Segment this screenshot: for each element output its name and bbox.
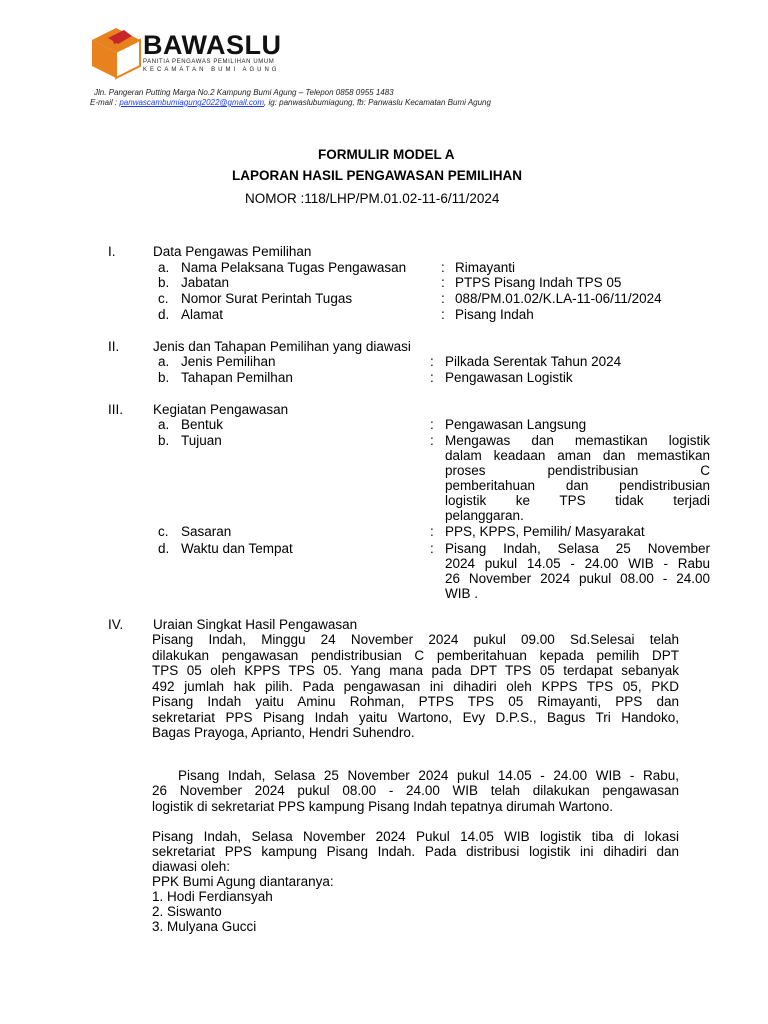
letterhead-contact bbox=[90, 98, 491, 107]
report-number: NOMOR :118/LHP/PM.01.02-11-6/11/2024 bbox=[245, 191, 500, 206]
list-item: 1. Hodi Ferdiansyah bbox=[152, 889, 273, 904]
item-letter: d. bbox=[158, 307, 170, 322]
paragraph-line: 492 jumlah hak pilih. Pada pengawasan ini dihadiri oleh KPPS TPS 05, PKD bbox=[152, 679, 679, 694]
item-value: Pengawasan Logistik bbox=[445, 370, 573, 385]
item-value: 088/PM.01.02/K.LA-11-06/11/2024 bbox=[455, 291, 662, 306]
item-label: Nomor Surat Perintah Tugas bbox=[181, 291, 353, 306]
paragraph-line: Bagas Prayoga, Aprianto, Hendri Suhendro. bbox=[152, 725, 415, 740]
ppk-heading: PPK Bumi Agung diantaranya: bbox=[152, 874, 334, 889]
item-label: Jenis Pemilihan bbox=[181, 354, 276, 369]
report-title: LAPORAN HASIL PENGAWASAN PEMILIHAN bbox=[232, 168, 523, 183]
colon: : bbox=[430, 524, 434, 539]
colon: : bbox=[430, 417, 434, 432]
item-letter: a. bbox=[158, 354, 170, 369]
colon: : bbox=[441, 275, 445, 290]
section-heading: Jenis dan Tahapan Pemilihan yang diawasi bbox=[153, 339, 411, 354]
section-number: II. bbox=[108, 339, 120, 354]
item-label: Jabatan bbox=[181, 275, 230, 290]
paragraph-line: 26 November 2024 pukul 08.00 - 24.00 WIB telah dilakukan pengawasan bbox=[152, 783, 679, 798]
paragraph-line: Pisang Indah, Selasa November 2024 Pukul 14.05 WIB logistik tiba di lokasi bbox=[152, 829, 679, 844]
item-value: PTPS Pisang Indah TPS 05 bbox=[455, 275, 622, 290]
item-label: Tahapan Pemilhan bbox=[181, 370, 293, 385]
colon: : bbox=[441, 260, 445, 275]
item-letter: c. bbox=[158, 524, 169, 539]
item-value: Pilkada Serentak Tahun 2024 bbox=[445, 354, 622, 369]
item-value: Pisang Indah bbox=[455, 307, 534, 322]
brand-name: BAWASLU bbox=[143, 30, 282, 60]
paragraph-line: Pisang Indah yaitu Aminu Rohman, PTPS TPS 05 Rimayanti, PPS dan bbox=[152, 694, 679, 709]
item-letter: b. bbox=[158, 275, 170, 290]
item-label: Alamat bbox=[181, 307, 224, 322]
colon: : bbox=[430, 370, 434, 385]
form-title: FORMULIR MODEL A bbox=[318, 147, 455, 162]
item-letter: a. bbox=[158, 260, 170, 275]
item-value: Rimayanti bbox=[455, 260, 516, 275]
item-value: PPS, KPPS, Pemilih/ Masyarakat bbox=[445, 524, 645, 539]
item-letter: a. bbox=[158, 417, 170, 432]
item-label: Waktu dan Tempat bbox=[181, 541, 293, 556]
item-value: Pengawasan Langsung bbox=[445, 417, 587, 432]
section-number: I. bbox=[108, 244, 116, 259]
paragraph-line: diawasi oleh: bbox=[152, 859, 231, 874]
bawaslu-logo-icon bbox=[90, 26, 142, 80]
brand-subtitle: PANITIA PENGAWAS PEMILIHAN UMUM bbox=[143, 59, 275, 65]
list-item: 2. Siswanto bbox=[152, 904, 222, 919]
item-label: Nama Pelaksana Tugas Pengawasan bbox=[181, 260, 407, 275]
section-heading: Uraian Singkat Hasil Pengawasan bbox=[153, 617, 358, 632]
paragraph-line: sekretariat PPS Pisang Indah yaitu Wartono, Evy D.P.S., Bagus Tri Handoko, bbox=[152, 710, 679, 725]
colon: : bbox=[430, 354, 434, 369]
tujuan-line: proses pendistribusian C bbox=[445, 463, 710, 478]
brand-district: KECAMATAN BUMI AGUNG bbox=[143, 67, 280, 73]
section-number: IV. bbox=[108, 617, 124, 632]
item-letter: d. bbox=[158, 541, 170, 556]
waktu-line: 2024 pukul 14.05 - 24.00 WIB - Rabu bbox=[445, 556, 710, 571]
paragraph-line: Pisang Indah, Minggu 24 November 2024 pukul 09.00 Sd.Selesai telah bbox=[152, 632, 679, 647]
item-letter: c. bbox=[158, 291, 169, 306]
tujuan-line: pemberitahuan dan pendistribusian bbox=[445, 478, 710, 493]
item-label: Sasaran bbox=[181, 524, 232, 539]
colon: : bbox=[430, 433, 434, 448]
tujuan-line: pelanggaran. bbox=[445, 508, 524, 523]
item-letter: b. bbox=[158, 433, 170, 448]
item-label: Bentuk bbox=[181, 417, 224, 432]
list-item: 3. Mulyana Gucci bbox=[152, 919, 257, 934]
paragraph-line: logistik di sekretariat PPS kampung Pisang Indah tepatnya dirumah Wartono. bbox=[152, 799, 613, 814]
section-heading: Kegiatan Pengawasan bbox=[153, 402, 289, 417]
email-link[interactable]: panwascambumiagung2022@gmail.com bbox=[119, 98, 264, 107]
section-number: III. bbox=[108, 402, 124, 417]
waktu-line: WIB . bbox=[445, 586, 478, 601]
paragraph-line: dilakukan pengawasan pendistribusian C pemberitahuan kepada pemilih DPT bbox=[152, 648, 679, 663]
social-info: , ig: panwaslubumiagung, fb: Panwaslu Kecamatan Bumi Agung bbox=[264, 98, 491, 107]
paragraph-line: sekretariat PPS kampung Pisang Indah. Pada distribusi logistik ini dihadiri dan bbox=[152, 844, 679, 859]
colon: : bbox=[430, 541, 434, 556]
waktu-line: Pisang Indah, Selasa 25 November bbox=[445, 541, 710, 556]
paragraph-line: Pisang Indah, Selasa 25 November 2024 pukul 14.05 - 24.00 WIB - Rabu, bbox=[178, 768, 679, 783]
letterhead-address: Jln. Pangeran Putting Marga No.2 Kampung Bumi Agung – Telepon 0858 0955 1483 bbox=[94, 88, 394, 97]
tujuan-line: dalam keadaan aman dan memastikan bbox=[445, 448, 710, 463]
item-letter: b. bbox=[158, 370, 170, 385]
tujuan-line: Mengawas dan memastikan logistik bbox=[445, 433, 710, 448]
waktu-line: 26 November 2024 pukul 08.00 - 24.00 bbox=[445, 571, 710, 586]
paragraph-line: TPS 05 oleh KPPS TPS 05. Yang mana pada DPT TPS 05 terdapat sebanyak bbox=[152, 663, 679, 678]
item-label: Tujuan bbox=[181, 433, 222, 448]
email-prefix: E-mail : bbox=[90, 98, 120, 107]
colon: : bbox=[441, 307, 445, 322]
tujuan-line: logistik ke TPS tidak terjadi bbox=[445, 493, 710, 508]
section-heading: Data Pengawas Pemilihan bbox=[153, 244, 312, 259]
colon: : bbox=[441, 291, 445, 306]
